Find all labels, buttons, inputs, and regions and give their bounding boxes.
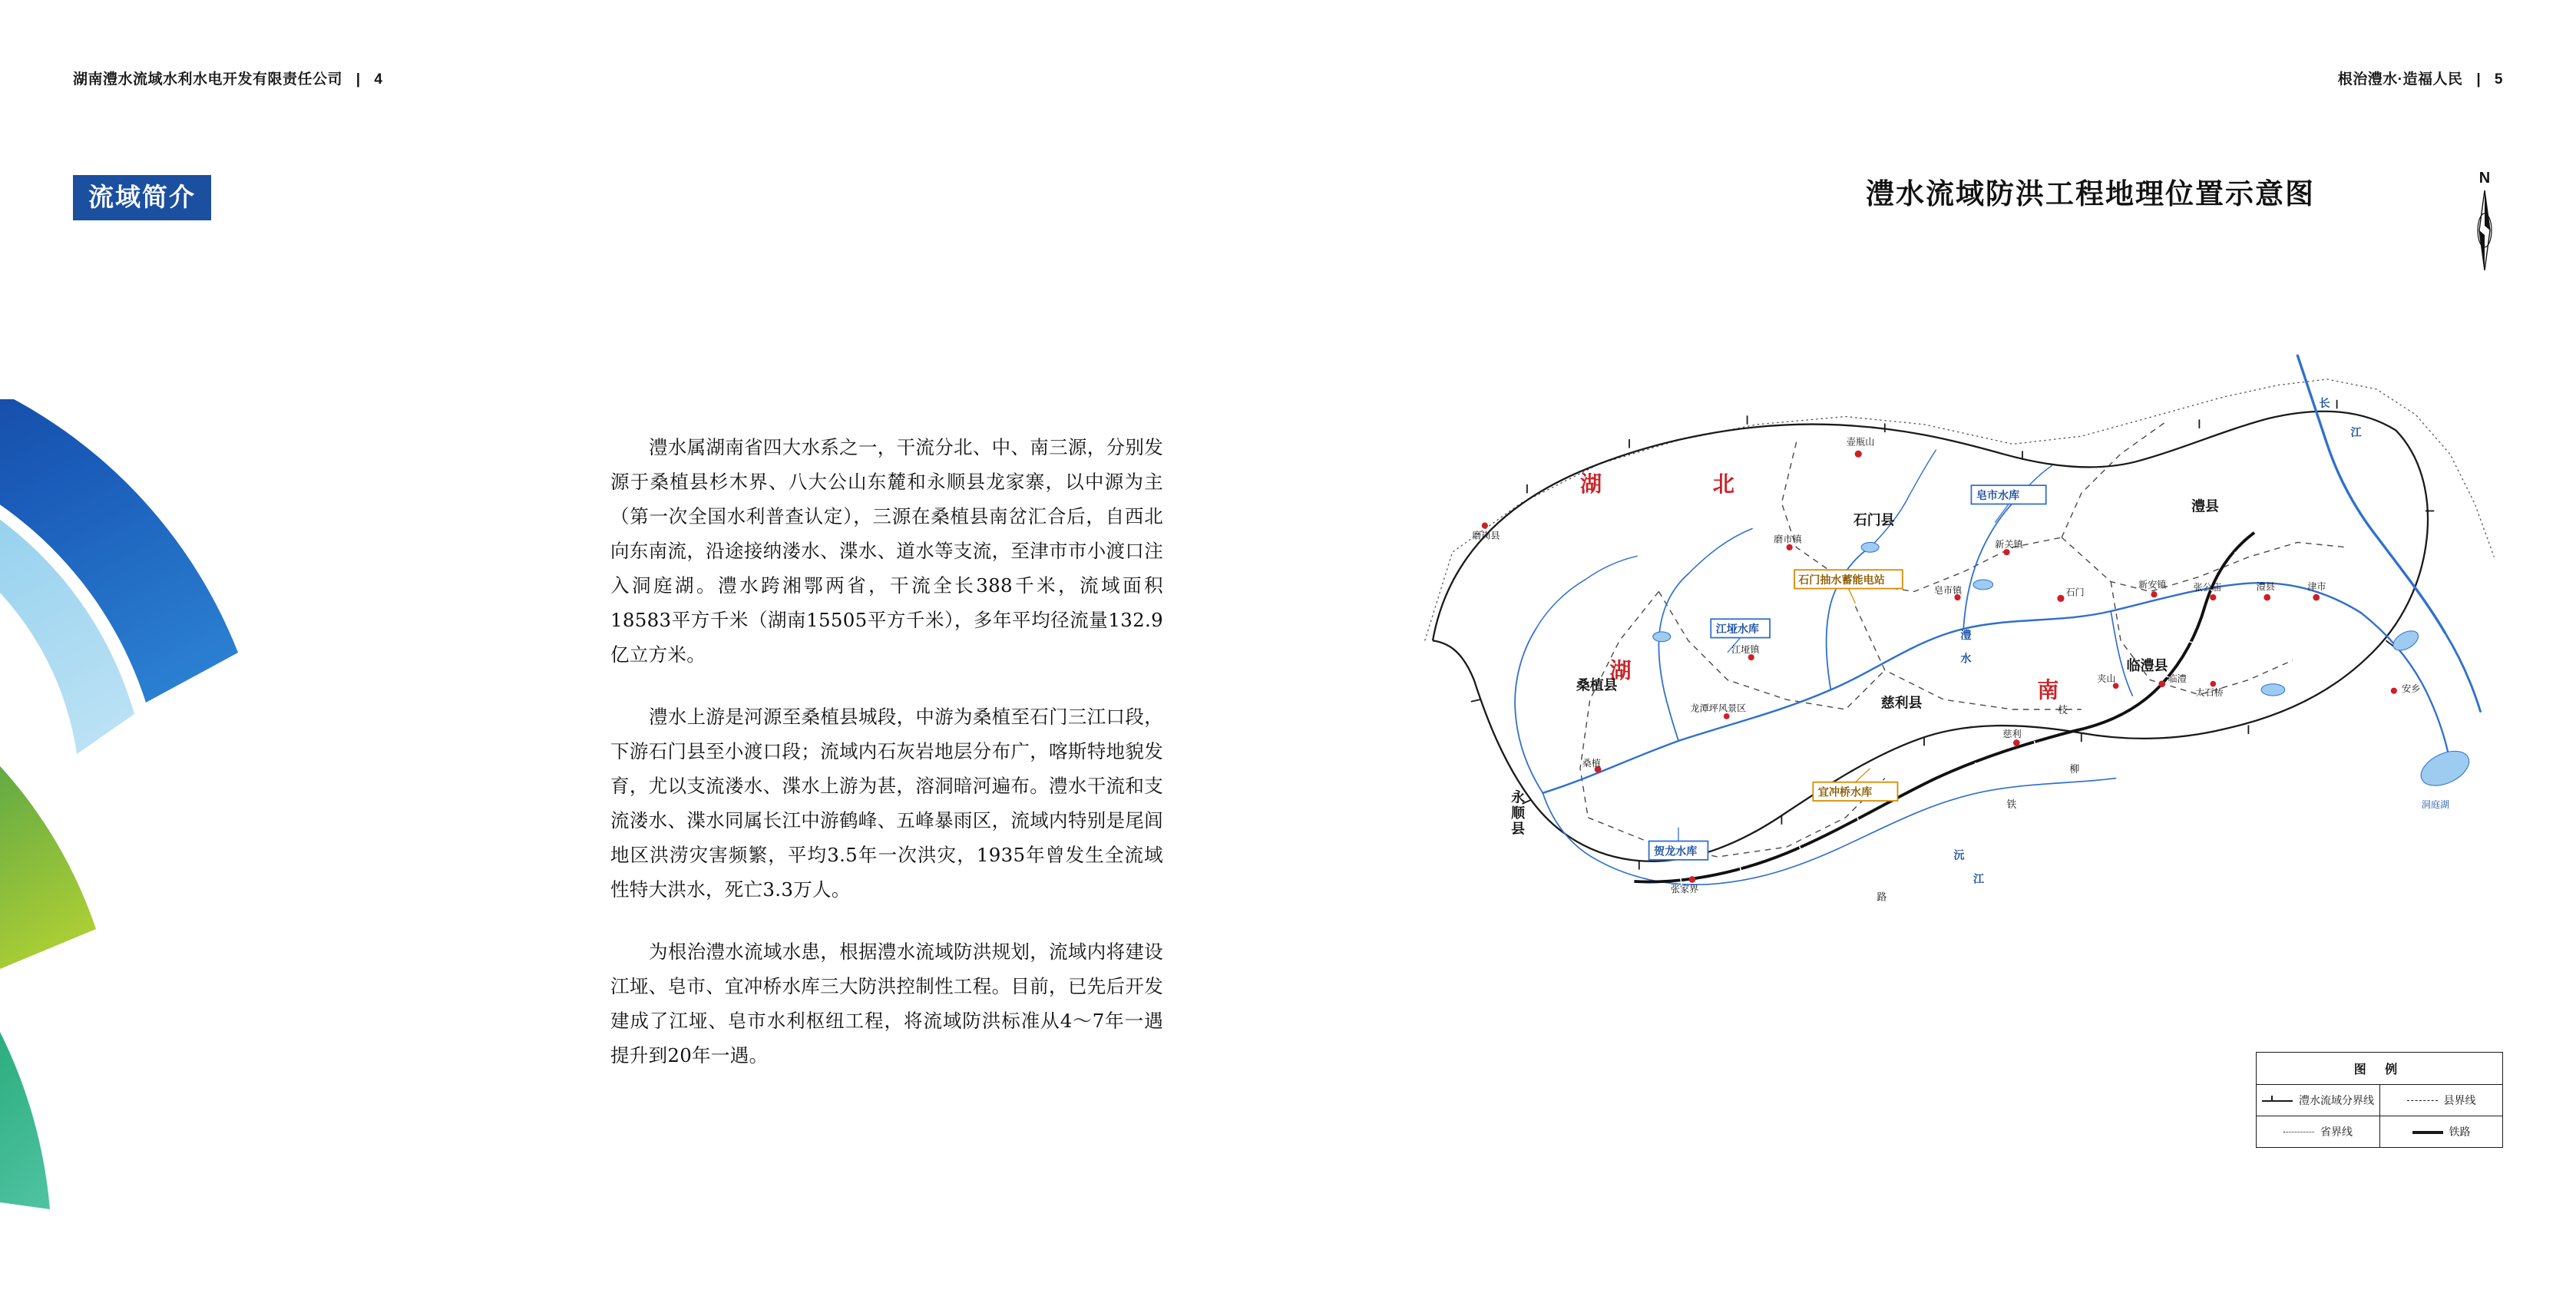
running-head-left-text: 湖南澧水流域水利水电开发有限责任公司 — [73, 71, 343, 88]
town-label-1: 磨岗县 — [1472, 530, 1500, 541]
town-label-14: 桑植 — [1582, 758, 1601, 769]
county-boundary-line-icon — [2407, 1096, 2438, 1105]
county-label-linli: 临澧县 — [2126, 657, 2168, 673]
map-figure — [1334, 276, 2563, 1044]
province-boundaries — [1425, 379, 2495, 640]
legend-item-province-boundary — [2257, 1116, 2379, 1147]
map-legend — [2256, 1052, 2503, 1148]
river-label-5: 江 — [1973, 872, 1985, 885]
page-number-right: 5 — [2494, 71, 2503, 88]
reservoir-label-helong: 贺龙水库 — [1654, 845, 1698, 858]
river-label-3: 江 — [2350, 426, 2362, 439]
body-paragraph-2: 澧水上游是河源至桑植县城段，中游为桑植至石门三江口段，下游石门县至小渡口段；流域内石灰岩地层分布广，喀斯特地貌发育，尤以支流溇水、渫水上游为甚，溶洞暗河遍布。澧水干流和支流溇水、渫水同属长江中游鹤峰、五峰暴雨区，流域内特别是尾闾地区洪涝灾害频繁，平均3.5年一次洪灾，1935年曾发生全流域性特大洪水，死亡3.3万人。 — [610, 706, 1163, 901]
town-label-7: 张公庙 — [2193, 582, 2222, 593]
town-label-2: 磨市镇 — [1774, 534, 1802, 545]
town-label-5: 石门 — [2065, 587, 2085, 598]
legend-item-county-boundary — [2379, 1085, 2502, 1116]
river-label-4: 沅 — [1953, 848, 1965, 861]
basin-divide-line-icon — [2262, 1096, 2293, 1105]
town-label-0: 壶瓶山 — [1846, 436, 1875, 448]
article-body — [610, 430, 1163, 1073]
reservoir-label-zaoshi: 皂市水库 — [1976, 489, 2020, 502]
running-head-right-text: 根治澧水·造福人民 — [2337, 71, 2463, 88]
running-head-right — [2338, 68, 2503, 88]
town-label-10: 江垭镇 — [1731, 643, 1760, 655]
reservoir-label-text — [1654, 489, 2022, 858]
station-label-shimen-pumped-storage: 石门抽水蓄能电站 — [1798, 574, 1885, 587]
town-label-8: 澧县 — [2256, 580, 2275, 592]
map-svg — [1334, 276, 2563, 1044]
decorative-swirl-graphic — [0, 399, 484, 1267]
town-label-16: 龙潭坪风景区 — [1690, 703, 1747, 714]
rail-label-2: 铁 — [2006, 798, 2017, 810]
town-label-15: 安乡 — [2402, 683, 2421, 694]
province-label-2: 湖 — [1609, 659, 1632, 683]
county-label-lixian: 澧县 — [2191, 498, 2219, 514]
running-head-left — [73, 68, 382, 88]
legend-label-province-boundary: 省界线 — [2320, 1126, 2353, 1138]
town-label-6: 新安镇 — [2138, 579, 2167, 590]
right-page — [1288, 0, 2576, 1306]
reservoir-label-yichongqiao: 宜冲桥水库 — [1817, 785, 1873, 798]
body-paragraph-3: 为根治澧水流域水患，根据澧水流域防洪规划，流域内将建设江垭、皂市、宜冲桥水库三大防洪控制性工程。目前，已先后开发建成了江垭、皂市水利枢纽工程，将流域防洪标准从4～7年一遇提升到20年一遇。 — [610, 941, 1163, 1066]
rail-label-3: 路 — [1877, 891, 1887, 903]
railway-line-icon — [2412, 1127, 2443, 1136]
legend-row — [2257, 1116, 2502, 1147]
page-number-left: 4 — [374, 71, 383, 88]
running-head-left-separator: | — [355, 71, 361, 88]
province-label-1: 北 — [1712, 471, 1734, 496]
legend-title: 图 例 — [2257, 1053, 2502, 1085]
running-head-right-separator: | — [2476, 71, 2482, 88]
legend-item-railway — [2379, 1116, 2502, 1147]
county-label-yongshun-1: 永顺县 — [1510, 789, 1526, 838]
legend-label-railway: 铁路 — [2449, 1126, 2471, 1138]
compass-needle-icon — [2464, 187, 2505, 273]
basin-divide-line — [1433, 400, 2434, 870]
county-label-sangzhi: 桑植县 — [1576, 677, 1618, 693]
river-labels — [1953, 397, 2362, 885]
province-label-0: 湖 — [1580, 471, 1602, 496]
railway-hatching — [1681, 552, 2245, 888]
legend-row — [2257, 1085, 2502, 1116]
section-title-badge: 流域简介 — [73, 175, 211, 220]
town-label-9: 津市 — [2307, 580, 2326, 592]
town-label-11: 临澧 — [2168, 673, 2187, 685]
compass-north-label: N — [2478, 170, 2491, 187]
town-label-19: 洞庭湖 — [2421, 799, 2450, 810]
legend-label-county-boundary: 县界线 — [2443, 1094, 2476, 1106]
compass-rose — [2464, 170, 2505, 278]
legend-item-basin-divide — [2257, 1085, 2379, 1116]
county-label-cili: 慈利县 — [1880, 695, 1923, 711]
river-network — [1515, 355, 2480, 884]
reservoir-label-jiangya: 江垭水库 — [1715, 623, 1759, 636]
map-title: 澧水流域防洪工程地理位置示意图 — [1866, 178, 2315, 210]
rail-label-0: 枝 — [2058, 704, 2068, 716]
county-label-shimen: 石门县 — [1853, 512, 1895, 528]
town-label-3: 新关镇 — [1995, 538, 2023, 550]
town-label-18: 张家界 — [1670, 884, 1699, 895]
rail-label-1: 柳 — [2069, 762, 2080, 775]
river-label-1: 水 — [1960, 652, 1972, 665]
town-label-13: 夹山 — [2097, 673, 2116, 685]
river-label-2: 长 — [2319, 396, 2330, 409]
town-label-4: 皂市镇 — [1933, 584, 1963, 596]
legend-label-basin-divide: 澧水流域分界线 — [2299, 1094, 2374, 1106]
body-paragraph-1: 澧水属湖南省四大水系之一，干流分北、中、南三源，分别发源于桑植县杉木界、八大公山东麓和永顺县龙家寨，以中源为主（第一次全国水利普查认定），三源在桑植县南岔汇合后，自西北向东南流，沿途接纳溇水、渫水、道水等支流，至津市市小渡口注入洞庭湖。澧水跨湘鄂两省，干流全长388千米，流域面积18583平方千米（湖南15505平方千米），多年平均径流量132.9亿立方米。 — [610, 436, 1163, 666]
province-boundary-line-icon — [2283, 1127, 2314, 1136]
town-label-12: 太石桥 — [2195, 687, 2224, 699]
water-bodies — [1653, 542, 2475, 792]
town-label-17: 慈利 — [2002, 728, 2022, 739]
province-label-3: 南 — [2037, 678, 2059, 703]
river-label-0: 澧 — [1960, 628, 1972, 641]
